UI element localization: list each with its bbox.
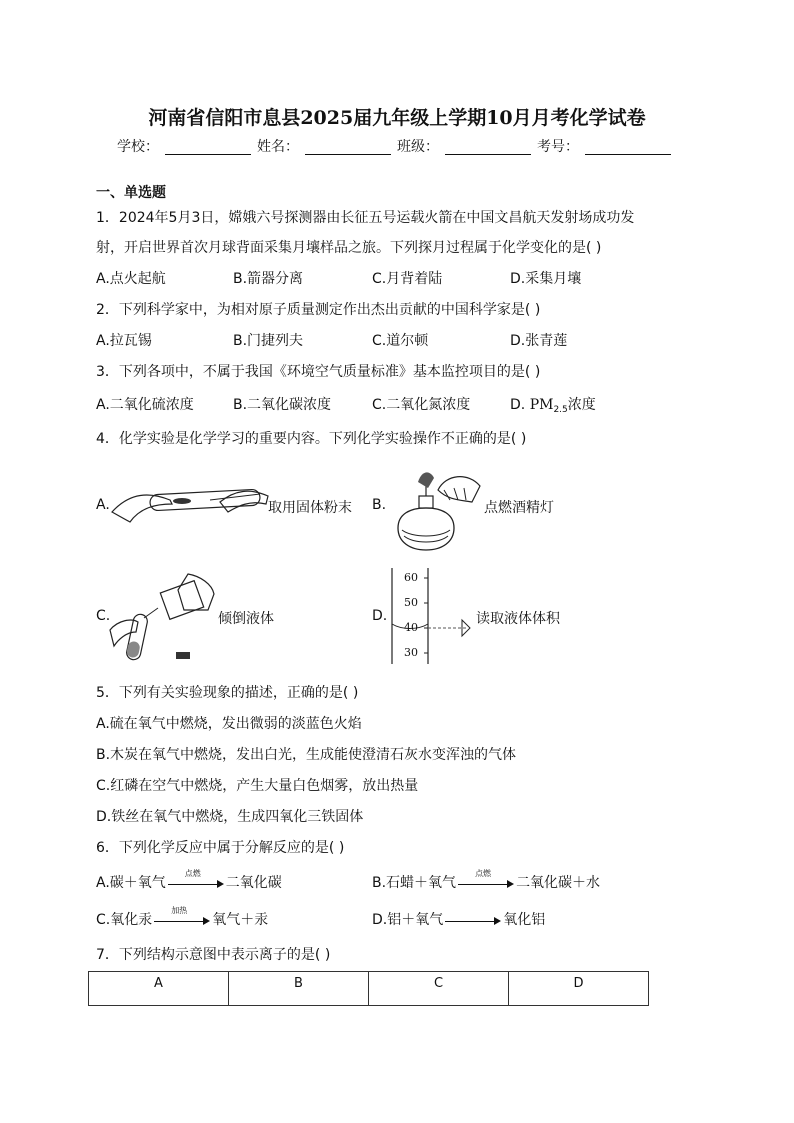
q2-option-a[interactable]: A.拉瓦锡	[96, 333, 152, 349]
table-row	[89, 972, 649, 1006]
q6-option-c[interactable]	[96, 906, 269, 929]
reaction-arrow	[445, 913, 501, 927]
pm-subscript: 2.5	[553, 405, 568, 415]
number-field[interactable]	[585, 140, 671, 155]
tick-30: 30	[404, 646, 418, 659]
test-tube-powder-illustration	[110, 482, 270, 528]
q3-option-d-suffix: 浓度	[567, 397, 596, 413]
q3-option-d[interactable]	[510, 394, 596, 415]
q6-option-b[interactable]	[372, 869, 601, 892]
q6-option-a[interactable]	[96, 869, 282, 892]
q4-option-b-letter[interactable]: B.	[372, 497, 387, 513]
question-5: 5．下列有关实验现象的描述，正确的是( )	[96, 685, 359, 701]
name-field[interactable]	[305, 140, 391, 155]
q1-option-d[interactable]: D.采集月壤	[510, 271, 582, 287]
q6-d-products: 氧化铝	[503, 912, 546, 928]
q4-option-d-caption: 读取液体体积	[476, 611, 560, 627]
q4-option-a-letter[interactable]: A.	[96, 497, 110, 513]
number-label: 考号：	[537, 139, 579, 155]
q5-option-a[interactable]: A.硫在氧气中燃烧，发出微弱的淡蓝色火焰	[96, 716, 362, 732]
q4-option-b-caption: 点燃酒精灯	[484, 500, 554, 516]
question-1-line2: 射，开启世界首次月球背面采集月壤样品之旅。下列探月过程属于化学变化的是( )	[96, 240, 602, 256]
table-header-c[interactable]: C	[369, 972, 509, 1006]
arrow-condition: 加热	[171, 906, 188, 915]
q3-option-d-prefix: D.	[510, 397, 530, 413]
tick-40: 40	[404, 621, 418, 634]
q6-b-products: 二氧化碳＋水	[516, 875, 601, 891]
table-header-d[interactable]: D	[509, 972, 649, 1006]
tick-50: 50	[404, 596, 418, 609]
q2-option-b[interactable]: B.门捷列夫	[233, 333, 304, 349]
q3-option-b[interactable]: B.二氧化碳浓度	[233, 397, 332, 413]
q5-option-b[interactable]: B.木炭在氧气中燃烧，发出白光，生成能使澄清石灰水变浑浊的气体	[96, 747, 517, 763]
q2-option-c[interactable]: C.道尔顿	[372, 333, 429, 349]
q6-c-products: 氧气＋汞	[212, 912, 269, 928]
reaction-arrow	[154, 906, 210, 927]
q6-a-reactants: A.碳＋氧气	[96, 875, 166, 891]
question-4: 4．化学实验是化学学习的重要内容。下列化学实验操作不正确的是( )	[96, 431, 527, 447]
q4-option-c-letter[interactable]: C.	[96, 608, 111, 624]
school-field[interactable]	[165, 140, 251, 155]
q6-b-reactants: B.石蜡＋氧气	[372, 875, 457, 891]
page-title: 河南省信阳市息县2025届九年级上学期10月月考化学试卷	[148, 107, 646, 129]
tick-60: 60	[404, 571, 418, 584]
class-label: 班级：	[397, 139, 439, 155]
question-2: 2．下列科学家中，为相对原子质量测定作出杰出贡献的中国科学家是( )	[96, 302, 541, 318]
q3-option-a[interactable]: A.二氧化硫浓度	[96, 397, 194, 413]
table-header-b[interactable]: B	[229, 972, 369, 1006]
q1-option-c[interactable]: C.月背着陆	[372, 271, 443, 287]
structure-options-table	[88, 971, 649, 1006]
q4-option-a-caption: 取用固体粉末	[268, 500, 352, 516]
pouring-liquid-illustration	[108, 570, 218, 666]
q4-option-c-caption: 倾倒液体	[218, 611, 274, 627]
q5-option-d[interactable]: D.铁丝在氧气中燃烧，生成四氧化三铁固体	[96, 809, 364, 825]
question-1-line1: 1．2024年5月3日，嫦娥六号探测器由长征五号运载火箭在中国文昌航天发射场成功发	[96, 210, 635, 226]
pm-symbol: PM	[529, 397, 554, 413]
q6-c-reactants: C.氧化汞	[96, 912, 153, 928]
section-heading: 一、单选题	[96, 185, 166, 201]
q1-option-b[interactable]: B.箭器分离	[233, 271, 304, 287]
name-label: 姓名：	[257, 139, 299, 155]
arrow-condition: 点燃	[475, 869, 492, 878]
q2-option-d[interactable]: D.张青莲	[510, 333, 568, 349]
q3-option-c[interactable]: C.二氧化氮浓度	[372, 397, 471, 413]
question-7: 7．下列结构示意图中表示离子的是( )	[96, 947, 331, 963]
alcohol-lamp-illustration	[388, 466, 484, 552]
question-6: 6．下列化学反应中属于分解反应的是( )	[96, 840, 345, 856]
q6-d-reactants: D.铝＋氧气	[372, 912, 444, 928]
arrow-condition: 点燃	[184, 869, 201, 878]
question-3: 3．下列各项中，不属于我国《环境空气质量标准》基本监控项目的是( )	[96, 364, 541, 380]
table-header-a[interactable]: A	[89, 972, 229, 1006]
q6-option-d[interactable]	[372, 909, 545, 929]
class-field[interactable]	[445, 140, 531, 155]
school-label: 学校：	[117, 139, 159, 155]
reaction-arrow	[168, 869, 224, 890]
q1-option-a[interactable]: A.点火起航	[96, 271, 166, 287]
graduated-cylinder-illustration	[388, 566, 478, 666]
reaction-arrow	[458, 869, 514, 890]
student-info-line	[0, 136, 794, 156]
q4-option-d-letter[interactable]: D.	[372, 608, 388, 624]
q5-option-c[interactable]: C.红磷在空气中燃烧，产生大量白色烟雾，放出热量	[96, 778, 419, 794]
q6-a-products: 二氧化碳	[225, 875, 282, 891]
